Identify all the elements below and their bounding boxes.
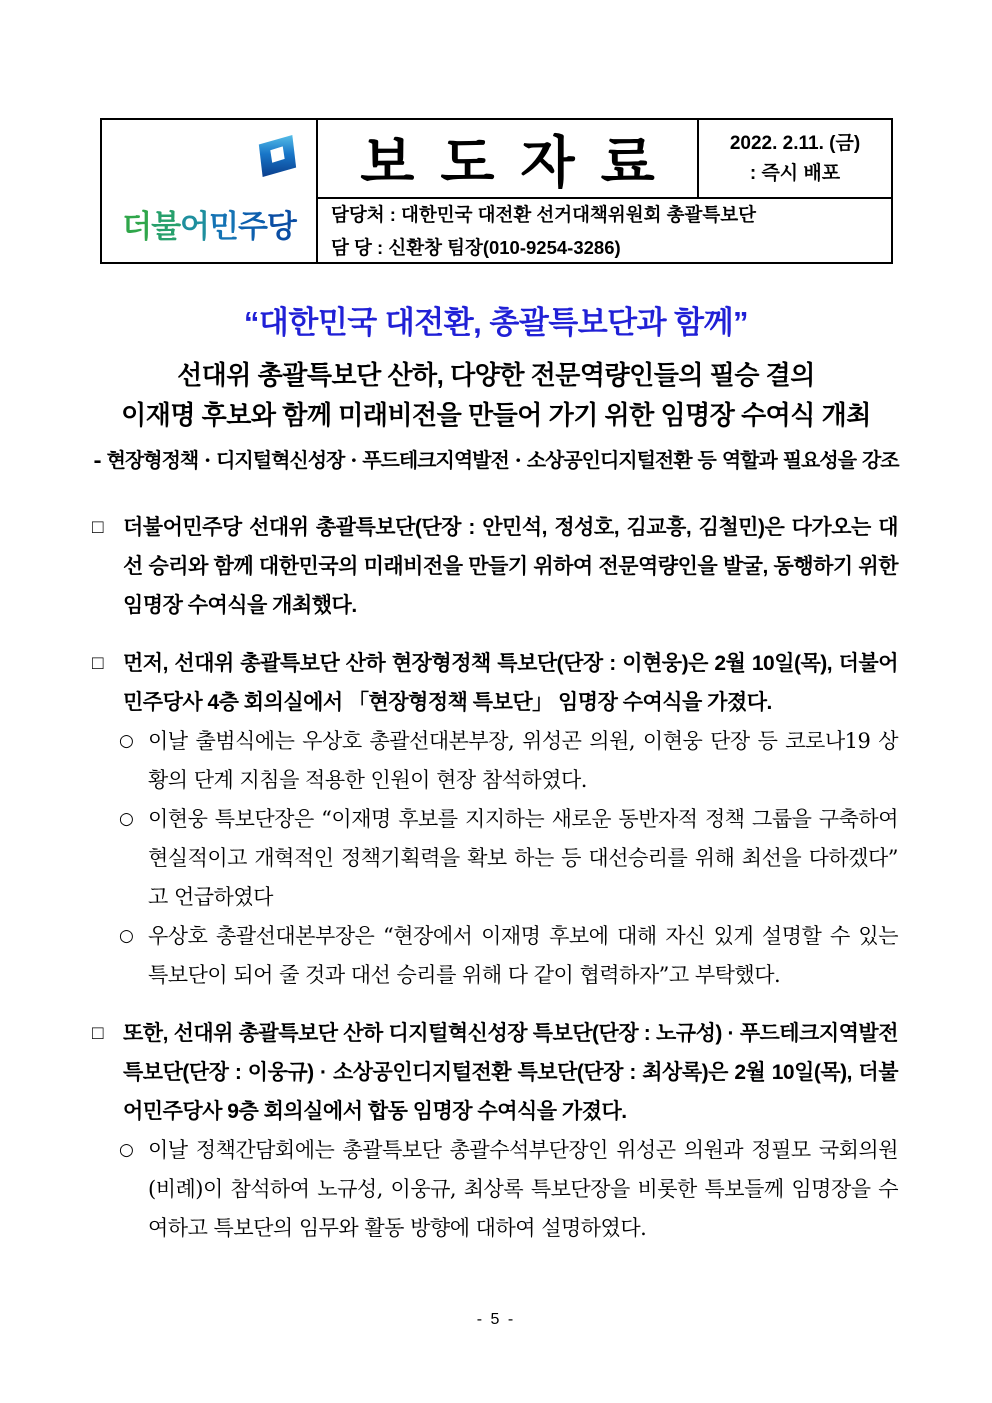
contact-person-line: 담 당 : 신환창 팀장(010-9254-3286) (331, 237, 621, 258)
paragraph-4 (119, 800, 898, 917)
logo-letter: 민 (209, 209, 238, 244)
square-bullet: □ (92, 653, 103, 674)
release-timing: : 즉시 배포 (749, 162, 841, 184)
header-right-section (318, 120, 891, 262)
party-flag-icon (254, 134, 300, 178)
summary-dash-line: - 현장형정책 · 디지털혁신성장 · 푸드테크지역발전 · 소상공인디지털전환 등 역할과 필요성을 강조 (93, 448, 899, 472)
paragraph-text: 먼저, 선대위 총괄특보단 산하 현장형정책 특보단(단장 : 이현웅)은 2월 10일(목), 더불어민주당사 4층 회의실에서 「현장형정책 특보단」 임명장 수여식을 가졌다. (123, 652, 898, 714)
paragraph-6 (92, 1014, 898, 1131)
contact-info (318, 199, 891, 262)
headline-section (0, 297, 992, 473)
circle-bullet: ○ (119, 926, 134, 946)
contact-department-line: 담당처 : 대한민국 대전환 선거대책위원회 총괄특보단 (331, 204, 757, 225)
party-logo (102, 120, 318, 262)
paragraph-2 (92, 644, 898, 722)
party-logo-text (106, 201, 312, 246)
circle-bullet: ○ (119, 809, 134, 829)
subtitle-line-2: 이재명 후보와 함께 미래비전을 만들어 가기 위한 임명장 수여식 개최 (121, 400, 871, 430)
main-title: “대한민국 대전환, 총괄특보단과 함께” (243, 305, 749, 340)
logo-letter: 주 (237, 209, 267, 244)
paragraph-1 (92, 508, 898, 625)
circle-bullet: ○ (119, 1140, 134, 1160)
subtitle-line-1: 선대위 총괄특보단 산하, 다양한 전문역량인들의 필승 결의 (177, 360, 815, 390)
paragraph-text: 이날 출범식에는 우상호 총괄선대본부장, 위성곤 의원, 이현웅 단장 등 코로나19 상황의 단계 지침을 적용한 인원이 현장 참석하였다. (148, 729, 898, 792)
page-number: - 5 - (476, 1311, 516, 1328)
press-release-header (100, 118, 893, 264)
release-date-box (697, 120, 891, 197)
logo-letter: 어 (180, 209, 209, 244)
square-bullet: □ (92, 1023, 103, 1044)
paragraph-3 (119, 722, 898, 800)
paragraph-text: 이날 정책간담회에는 총괄특보단 총괄수석부단장인 위성곤 의원과 정필모 국회의원(비례)이 참석하여 노규성, 이웅규, 최상록 특보단장을 비롯한 특보들께 임명장을 수여하고 특보단의 임무와 활동 방향에 대하여 설명하였다. (148, 1138, 898, 1240)
paragraph-text: 우상호 총괄선대본부장은 “현장에서 이재명 후보에 대해 자신 있게 설명할 수 있는 특보단이 되어 줄 것과 대선 승리를 위해 다 같이 협력하자”고 부탁했다. (148, 924, 898, 987)
paragraph-text: 또한, 선대위 총괄특보단 산하 디지털혁신성장 특보단(단장 : 노규성) · 푸드테크지역발전 특보단(단장 : 이웅규) · 소상공인디지털전환 특보단(단장 : 최상록)은 2월 10일(목), 더불어민주당사 9층 회의실에서 합동 임명장 수여식을 가졌다. (123, 1022, 898, 1123)
paragraph-7 (119, 1131, 898, 1248)
logo-letter: 당 (266, 209, 296, 244)
document-type-title: 보도자료 (360, 130, 681, 194)
paragraph-text: 이현웅 특보단장은 “이재명 후보를 지지하는 새로운 동반자적 정책 그룹을 구축하여 현실적이고 개혁적인 정책기획력을 확보 하는 등 대선승리를 위해 최선을 다하겠다” 고 언급하였다 (148, 807, 898, 909)
square-bullet: □ (92, 517, 103, 538)
body-text (92, 508, 898, 1248)
release-date: 2022. 2.11. (금) (729, 133, 861, 155)
logo-letter: 불 (151, 209, 181, 244)
logo-letter: 더 (122, 209, 152, 244)
header-title-row (318, 120, 891, 199)
paragraph-5 (119, 917, 898, 995)
circle-bullet: ○ (119, 731, 134, 751)
paragraph-text: 더불어민주당 선대위 총괄특보단(단장 : 안민석, 정성호, 김교흥, 김철민)은 다가오는 대선 승리와 함께 대한민국의 미래비전을 만들기 위하여 전문역량인을 발굴, 동행하기 위한 임명장 수여식을 개최했다. (123, 516, 898, 617)
